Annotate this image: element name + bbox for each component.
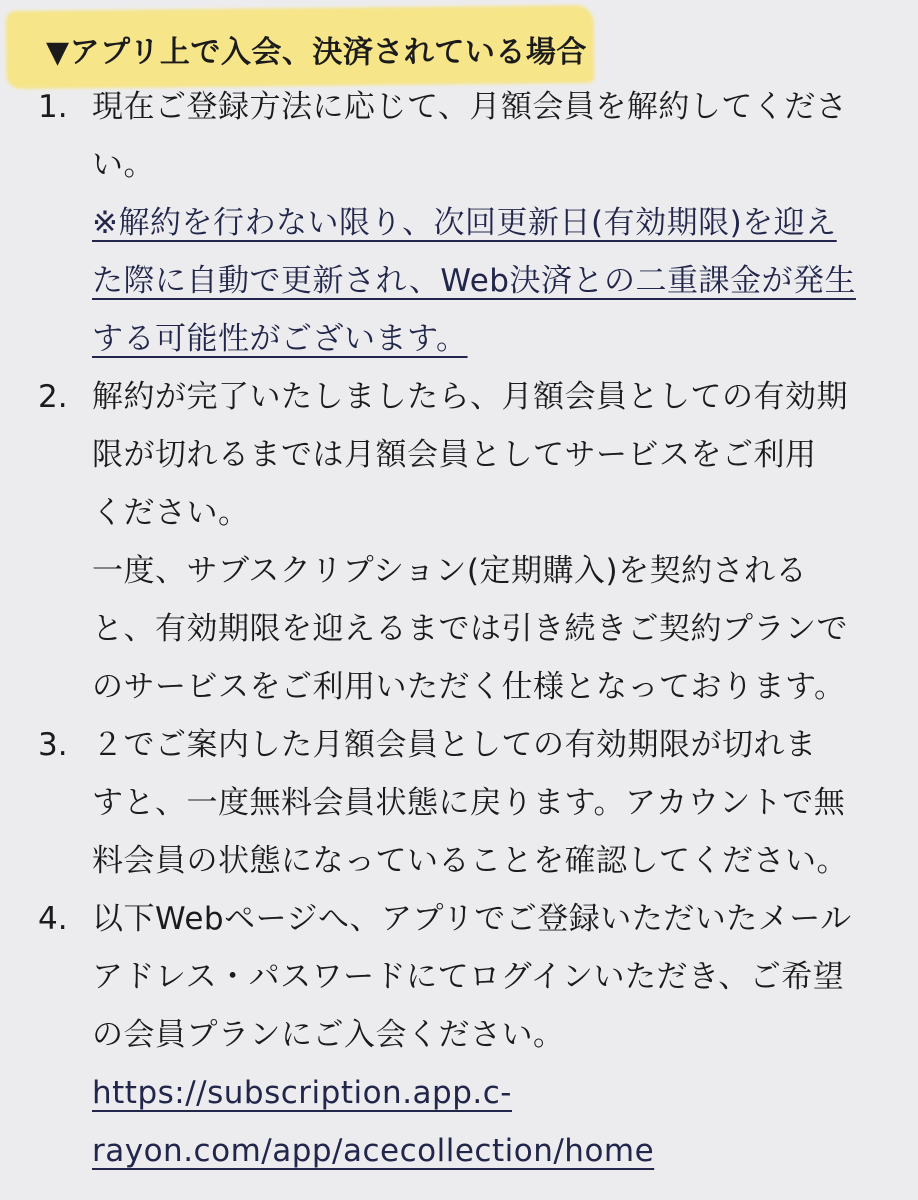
warning-note-line: する可能性がございます。 xyxy=(92,321,468,357)
instruction-list xyxy=(0,78,918,1180)
item-text-line: 料会員の状態になっていることを確認してください。 xyxy=(92,843,848,879)
item-text-line: すと、一度無料会員状態に戻ります。アカウントで無 xyxy=(92,785,846,821)
item-text-line: い。 xyxy=(92,147,155,183)
item-text-line: のサービスをご利用いただく仕様となっております。 xyxy=(92,669,846,705)
subscription-link-line[interactable] xyxy=(0,1122,918,1180)
item-number: 4. xyxy=(38,901,68,937)
item-text-line: と、有効期限を迎えるまでは引き続きご契約プランで xyxy=(92,611,848,647)
item-text-line: ２でご案内した月額会員としての有効期限が切れま xyxy=(92,727,817,763)
subscription-link[interactable]: https://subscription.app.c- xyxy=(92,1075,512,1111)
list-item-1 xyxy=(0,78,918,368)
subscription-link-line[interactable] xyxy=(0,1064,918,1122)
item-text-line: ください。 xyxy=(92,495,250,531)
item-number: 3. xyxy=(38,727,68,763)
item-text-line: アドレス・パスワードにてログインいただき、ご希望 xyxy=(92,959,845,995)
item-text-line: 以下Webページへ、アプリでご登録いただいたメール xyxy=(92,901,852,937)
section-heading: ▼アプリ上で入会、決済されている場合 xyxy=(46,35,587,70)
warning-note-line: ※解約を行わない限り、次回更新日(有効期限)を迎え xyxy=(92,205,837,241)
subscription-link[interactable]: rayon.com/app/acecollection/home xyxy=(92,1133,655,1169)
item-number: 1. xyxy=(38,89,68,125)
item-text-line: 限が切れるまでは月額会員としてサービスをご利用 xyxy=(92,437,817,473)
list-item-2 xyxy=(0,368,918,716)
item-number: 2. xyxy=(38,379,68,415)
item-text-line: の会員プランにご入会ください。 xyxy=(92,1017,565,1053)
warning-note-line: た際に自動で更新され、Web決済との二重課金が発生 xyxy=(92,263,856,299)
list-item-3 xyxy=(0,716,918,890)
item-text-line: 現在ご登録方法に応じて、月額会員を解約してくださ xyxy=(92,89,848,125)
item-text-line: 解約が完了いたしましたら、月額会員としての有効期 xyxy=(92,379,848,415)
item-text-line: 一度、サブスクリプション(定期購入)を契約される xyxy=(92,553,808,589)
list-item-4 xyxy=(0,890,918,1180)
